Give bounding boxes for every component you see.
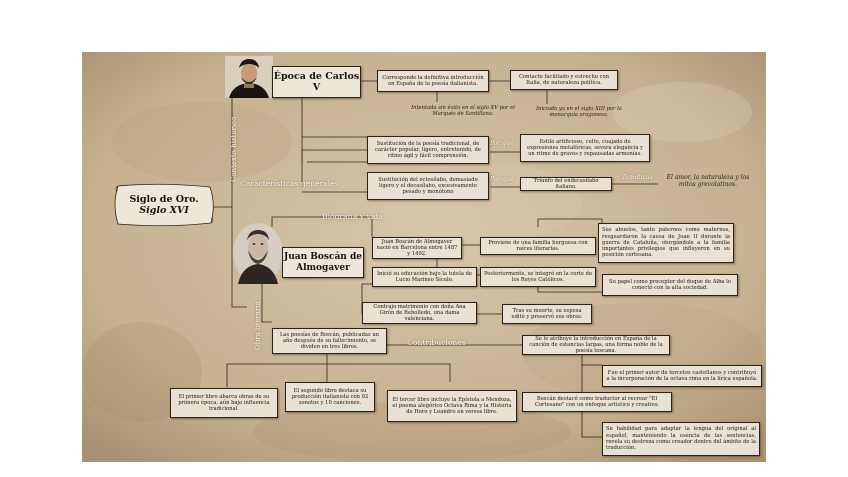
epoca-title[interactable]: [272, 66, 361, 98]
bio-box-2[interactable]: [480, 237, 596, 255]
temas-label: Temáticas: [622, 174, 653, 181]
contexto-text-2: Contacto facilitado y estrecho con Italia, de naturaleza política.: [519, 73, 609, 86]
contrib-text-3: Boscán destacó como traductor al recrear "El Cortesano" con un enfoque artístico y creativo.: [534, 395, 660, 408]
caract-box-4[interactable]: [520, 177, 612, 191]
bio-text-3: Sus abuelos, tanto paternos como maternos, resguardaron la causa de Juan II durante la guerra de Cataluña, otorgándole a la familia importantes privilegios que influyeron en su posición cortesana.: [602, 227, 730, 259]
obra-text-1: Las poesías de Boscán, publicadas un año después de su fallecimiento, se dividen en tres libros.: [279, 331, 380, 351]
caract-box-2[interactable]: [520, 134, 650, 162]
contrib-text-4: Su habilidad para adaptar la lengua del original al español, manteniendo la esencia de las sentencias, revela su destreza como creador dentro del ámbito de la traducción.: [606, 426, 756, 452]
root-title: Siglo de Oro.: [129, 194, 199, 205]
juan-title-line2: Almogaver: [296, 262, 350, 273]
juan-title-line1: Juan Boscán de: [284, 251, 362, 262]
bio-text-8: Tras su muerte, su esposa editó y preservó sus obras.: [511, 307, 583, 320]
portrait-icon: [225, 56, 273, 98]
label-biografia: Biografía y vida: [322, 212, 383, 221]
contexto-note-2: Iniciado ya en el siglo XIII por la monarquía aragonesa.: [536, 106, 622, 119]
label-por-que-2: Por qué: [490, 176, 514, 183]
bio-box-8[interactable]: [502, 304, 592, 324]
contrib-text-1: Se le atribuye la introducción en España de la canción de estancias largas, una forma noble de la poesía toscana.: [529, 335, 663, 355]
caract-text-1: Sustitución de la poesía tradicional, de carácter popular, ligero, entretenido, de ritmo ágil y fácil comprensión.: [375, 140, 481, 160]
temas-text: El amor, la naturaleza y los mitos grecolatinos.: [666, 174, 750, 188]
contrib-box-2[interactable]: [602, 365, 762, 387]
obra-text-4: El tercer libro incluye la Epístola a Mendoza, el poema alegórico Octava Rima y la Historia de Hero y Leandro en versos libre.: [392, 396, 512, 416]
portrait-icon-2: [232, 222, 284, 284]
contexto-text-1: Corresponde la definitiva introducción en España de la poesía italianista.: [382, 74, 484, 87]
caract-text-3: Sustitución del octosílabo, demasiado ligero y el decasílabo, excesivamente pesado y monótono: [378, 176, 478, 196]
obra-box-4[interactable]: [387, 390, 517, 422]
mind-map-canvas: [82, 52, 766, 462]
contrib-box-3[interactable]: [522, 392, 672, 412]
bio-text-4: Inició su educación bajo la tutela de Lucio Marineo Sículo.: [376, 270, 472, 283]
bio-box-4[interactable]: [372, 267, 477, 287]
juan-title[interactable]: [282, 247, 364, 278]
epoca-title-text: Época de Carlos V: [273, 71, 360, 93]
label-obra: Obra literaria: [254, 301, 262, 350]
root-subtitle: Siglo XVI: [139, 205, 189, 216]
label-por-que-1: Por qué: [490, 140, 514, 147]
bio-text-5: Posteriormente, se integró en la corte de los Reyes Católicos.: [484, 270, 593, 283]
bio-box-1[interactable]: [372, 237, 462, 259]
contexto-box-2[interactable]: [510, 70, 618, 90]
label-caracteristicas: Características generales: [240, 179, 339, 188]
bio-text-2: Proviene de una familia burguesa con raíces literarias.: [488, 239, 588, 252]
bio-box-3[interactable]: [598, 223, 734, 263]
bio-text-7: Contrajo matrimonio con doña Ana Girón de Rebolledo, una dama valenciana.: [373, 303, 466, 323]
contexto-note-1: Intentada sin éxito en el siglo XV por el Marqués de Santillana.: [411, 105, 515, 118]
label-contribuciones: Contribuciones: [407, 338, 466, 347]
obra-box-1[interactable]: [272, 328, 387, 354]
contrib-box-4[interactable]: [602, 422, 760, 456]
caract-text-2: Estilo artificioso, culto, cuajado de expresiones metafóricas, severa elegancia y un ritmo de graves y repausadas armonías.: [526, 138, 644, 158]
bio-box-6[interactable]: [602, 274, 738, 296]
bio-text-1: Juan Boscán de Almogaver nació en Barcelona entre 1487 y 1492.: [376, 238, 458, 258]
obra-text-2: El primer libro abarca obras de su primera época, aún bajo influencia tradicional.: [178, 393, 270, 413]
label-contexto: Contexto histórico: [230, 116, 238, 182]
obra-box-2[interactable]: [170, 388, 278, 418]
contrib-box-1[interactable]: [522, 335, 670, 355]
root-node[interactable]: [112, 182, 216, 228]
bio-text-6: Su papel como preceptor del duque de Alba lo conectó con la alta sociedad.: [609, 278, 731, 291]
caract-box-1[interactable]: [367, 136, 489, 164]
obra-text-3: El segundo libro destaca su producción italianista con 92 sonetos y 10 canciones.: [291, 387, 369, 407]
boscan-portrait: [232, 222, 284, 284]
contexto-box-1[interactable]: [377, 70, 489, 92]
contrib-text-2: Fue el primer autor de tercetos castellanos y contribuyó a la incorporación de la octava rima en la lírica española.: [606, 369, 758, 382]
caract-text-4: Triunfo del endecasílabo italiano.: [533, 177, 599, 190]
bio-box-7[interactable]: [362, 302, 477, 324]
carlos-v-portrait: [225, 56, 273, 98]
bio-box-5[interactable]: [480, 267, 596, 287]
caract-box-3[interactable]: [367, 172, 489, 200]
obra-box-3[interactable]: [285, 382, 375, 412]
